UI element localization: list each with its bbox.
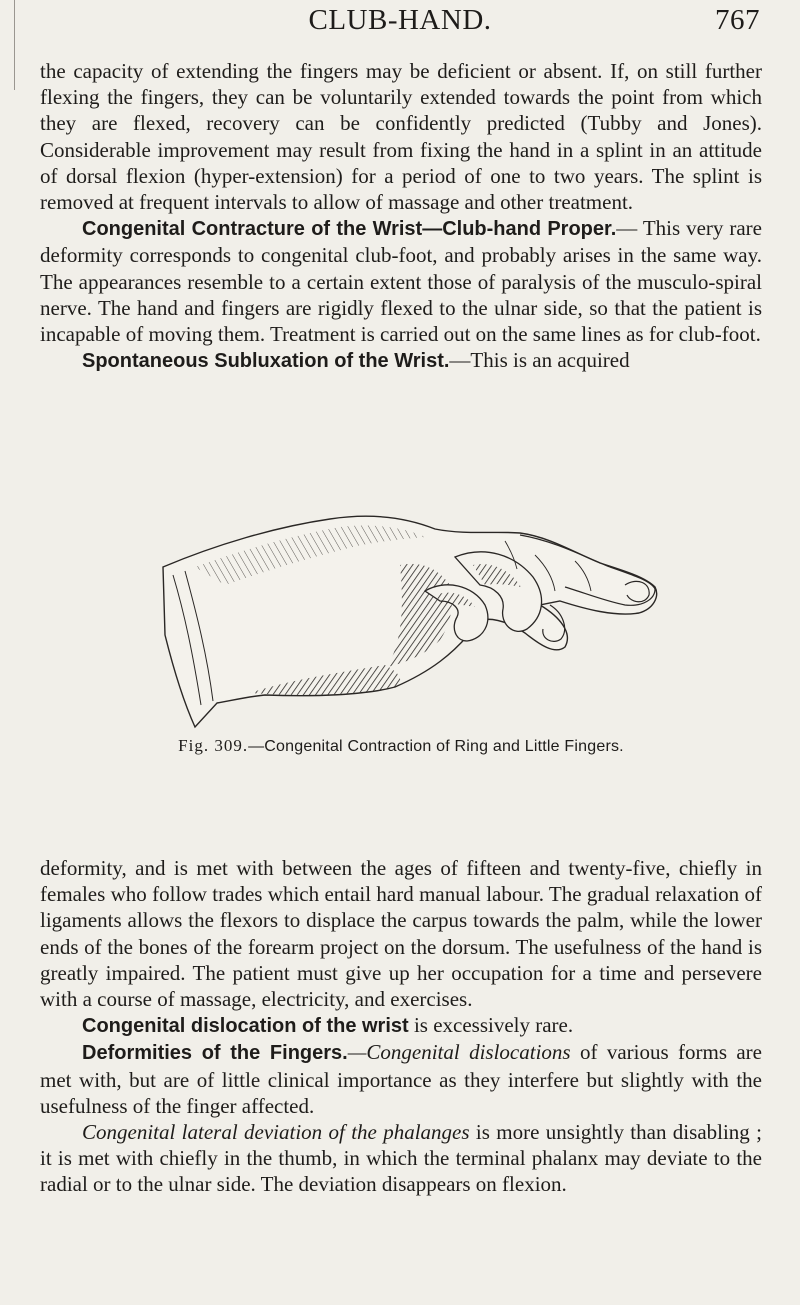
paragraph-lateral-deviation-text: is more unsightly than disabling ; it is met with chiefly in the thumb, in which the terminal phalanx may deviate to the radial or to the ulnar side. The deviation disappears on flexion. bbox=[40, 1120, 762, 1197]
paragraph-dislocation-wrist-text: is excessively rare. bbox=[408, 1013, 574, 1038]
heading-congenital-contracture: Congenital Contracture of the Wrist—Club-hand Proper. bbox=[82, 218, 617, 241]
figure-label: Fig. 309. bbox=[178, 736, 249, 755]
italic-congenital-dislocations: —Congenital dislocations bbox=[347, 1040, 571, 1065]
running-title: CLUB-HAND. bbox=[308, 4, 492, 36]
heading-congenital-dislocation: Congenital dislocation of the wrist bbox=[82, 1015, 409, 1038]
hand-illustration bbox=[155, 505, 675, 730]
paragraph-club-hand bbox=[40, 215, 762, 347]
running-header bbox=[40, 4, 760, 44]
italic-lateral-deviation: Congenital lateral deviation of the phalanges bbox=[82, 1120, 470, 1145]
text-block-top bbox=[40, 58, 762, 374]
text-block-bottom bbox=[40, 855, 762, 1198]
heading-deformities-fingers: Deformities of the Fingers. bbox=[82, 1042, 348, 1065]
page-edge-line bbox=[14, 0, 15, 90]
paragraph-deformities-fingers bbox=[40, 1039, 762, 1119]
paragraph-splint: the capacity of extending the fingers may be deficient or absent. If, on still further flexing the fingers, they can be voluntarily extended towards the point from which they are flexed, recovery can be confidently predicted (Tubby and Jones). Considerable improvement may result from fixing the hand in a splint in an attitude of dorsal flexion (hyper-extension) for a period of one to two years. The splint is removed at frequent intervals to allow of massage and other treatment. bbox=[40, 59, 762, 215]
paragraph-dislocation-wrist bbox=[40, 1012, 762, 1039]
paragraph-subluxation bbox=[40, 347, 762, 374]
heading-spontaneous-subluxation: Spontaneous Subluxation of the Wrist. bbox=[82, 350, 450, 373]
page-number: 767 bbox=[715, 4, 760, 36]
paragraph-deformity: deformity, and is met with between the ages of fifteen and twenty-five, chiefly in females who follow trades which entail hard manual labour. The gradual relaxation of ligaments allows the flexors to displace the carpus towards the palm, while the lower ends of the bones of the forearm project on the dorsum. The usefulness of the hand is greatly impaired. The patient must give up her occupation for a time and persevere with a course of massage, electricity, and exercises. bbox=[40, 856, 762, 1012]
paragraph-subluxation-text: —This is an acquired bbox=[449, 348, 630, 373]
figure-caption bbox=[40, 736, 762, 756]
figure-caption-text: —Congenital Contraction of Ring and Little Fingers. bbox=[248, 738, 624, 755]
paragraph-club-hand-text: — This very rare deformity corresponds to congenital club-foot, and probably arises in the same way. The appearances resemble to a certain extent those of paralysis of the musculo-spiral nerve. The hand and fingers are rigidly flexed to the ulnar side, so that the patient is incapable of moving them. Treatment is carried out on the same lines as for club-foot. bbox=[40, 216, 762, 347]
paragraph-lateral-deviation bbox=[40, 1119, 762, 1198]
paragraph-deformities-fingers-text: of various forms are met with, but are of little clinical importance as they interfere but slightly with the usefulness of the finger affected. bbox=[40, 1040, 762, 1118]
